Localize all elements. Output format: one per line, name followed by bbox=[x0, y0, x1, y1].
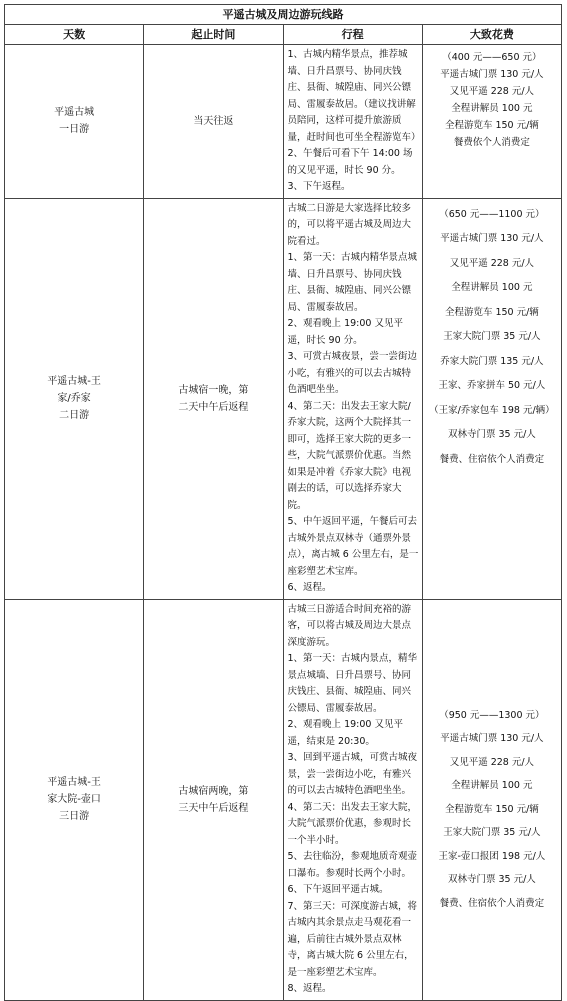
itinerary-item: 6、下午返回平遥古城。 bbox=[287, 884, 389, 895]
cost-cell bbox=[422, 198, 561, 599]
days-line: 家大院-壶口 bbox=[47, 794, 101, 805]
itinerary-item: 4、第二天：出发去王家大院，大院气派票价优惠，参观时长一个半小时。 bbox=[287, 801, 418, 846]
time-line: 三天中午后返程 bbox=[178, 802, 249, 814]
time-line: 古城宿一晚，第 bbox=[178, 384, 249, 396]
itinerary-cell bbox=[283, 198, 422, 599]
itinerary-item: 5、去往临汾，参观地质奇观壶口瀑布。参观时长两个小时。 bbox=[287, 851, 418, 879]
header-days: 天数 bbox=[5, 25, 144, 45]
days-line: 家/乔家 bbox=[57, 393, 91, 404]
cost-item: 王家大院门票 35 元/人 bbox=[443, 331, 541, 342]
days-line: 二日游 bbox=[59, 410, 90, 421]
cost-item: 全程讲解员 100 元 bbox=[451, 103, 533, 114]
days-cell bbox=[5, 45, 144, 199]
table-row bbox=[5, 45, 562, 199]
document bbox=[4, 4, 562, 1001]
cost-item: 全程讲解员 100 元 bbox=[451, 282, 533, 293]
cost-cell bbox=[422, 599, 561, 1000]
itinerary-item: 古城二日游是大家选择比较多的，可以将平遥古城及周边大院看过。 bbox=[287, 202, 412, 247]
header-itinerary: 行程 bbox=[283, 25, 422, 45]
time-cell bbox=[144, 45, 283, 199]
table-row bbox=[5, 198, 562, 599]
cost-item: 餐费依个人消费定 bbox=[453, 137, 530, 148]
itinerary-item: 1、第一天：古城内精华景点城墙、日升昌票号、协同庆钱庄、县衙、城隍庙、同兴公镖局、雷履泰故居。 bbox=[287, 252, 418, 313]
cost-item: 平遥古城门票 130 元/人 bbox=[440, 69, 544, 80]
itinerary-item: 1、第一天：古城内景点，精华景点城墙、日升昌票号、协同庆钱庄、县衙、城隍庙、同兴公镖局、雷履泰故居。 bbox=[287, 653, 418, 714]
cost-item: 餐费、住宿依个人消费定 bbox=[439, 453, 545, 465]
cost-item: 又见平遥 228 元/人 bbox=[449, 756, 535, 768]
itinerary-item: 1、古城内精华景点，推荐城墙、日升昌票号、协同庆钱庄、县衙、城隍庙、同兴公镖局、雷履泰故居。（建议找讲解员陪同，这样可提升旅游质量，赶时间也可坐全程游览车） bbox=[287, 49, 421, 143]
days-cell bbox=[5, 599, 144, 1000]
days-cell bbox=[5, 198, 144, 599]
header-cost: 大致花费 bbox=[422, 25, 561, 45]
cost-item: 全程游览车 150 元/辆 bbox=[444, 120, 539, 131]
itinerary-item: 7、第三天：可深度游古城，将古城内其余景点走马观花看一遍，后前往古城外景点双林寺，离古城大院 6 公里左右，是一座彩塑艺术宝库。 bbox=[287, 900, 418, 978]
cost-item: （650 元——1100 元） bbox=[439, 208, 545, 220]
itinerary-item: 2、观看晚上 19:00 又见平遥，结束是 20:30。 bbox=[287, 719, 403, 747]
cost-item: 又见平遥 228 元/人 bbox=[449, 86, 535, 97]
cost-item: 平遥古城门票 130 元/人 bbox=[440, 733, 544, 745]
time-line: 二天中午后返程 bbox=[178, 401, 249, 413]
cost-item: 全程游览车 150 元/辆 bbox=[444, 306, 539, 318]
cost-item: 双林寺门票 35 元/人 bbox=[447, 429, 536, 440]
itinerary-item: 5、中午返回平遥，午餐后可去古城外景点双林寺（通票外景点），离古城 6 公里左右，是一座彩塑艺术宝库。 bbox=[287, 516, 419, 577]
table-title: 平遥古城及周边游玩线路 bbox=[5, 5, 562, 25]
cost-item: 双林寺门票 35 元/人 bbox=[447, 874, 536, 886]
route-table bbox=[4, 4, 562, 1001]
time-line: 当天往返 bbox=[193, 115, 234, 127]
days-line: 三日游 bbox=[59, 811, 90, 822]
itinerary-item: 2、观看晚上 19:00 又见平遥，时长 90 分。 bbox=[287, 318, 403, 346]
days-line: 平遥古城-王 bbox=[47, 376, 101, 387]
itinerary-item: 3、回到平遥古城，可赏古城夜景，尝一尝街边小吃，有雅兴的可以去古城特色酒吧坐坐。 bbox=[287, 752, 418, 796]
cost-item: （400 元——650 元） bbox=[442, 52, 542, 63]
header-row bbox=[5, 25, 562, 45]
itinerary-item: 3、下午返程。 bbox=[287, 181, 351, 192]
days-line: 平遥古城 bbox=[54, 107, 95, 119]
itinerary-item: 4、第二天：出发去王家大院/乔家大院，这两个大院择其一即可，选择王家大院的更多一些，大院气派票价优惠。当然如果是冲着《乔家大院》电视剧去的话，可以选择乔家大院。 bbox=[287, 400, 412, 511]
itinerary-cell bbox=[283, 45, 422, 199]
itinerary-item: 古城三日游适合时间充裕的游客，可以将古城及周边大景点深度游玩。 bbox=[287, 603, 412, 648]
itinerary-cell bbox=[283, 599, 422, 1000]
cost-item: （950 元——1300 元） bbox=[439, 709, 545, 721]
cost-item: 乔家大院门票 135 元/人 bbox=[440, 355, 544, 367]
time-line: 古城宿两晚，第 bbox=[178, 785, 249, 797]
header-time: 起止时间 bbox=[144, 25, 283, 45]
itinerary-item: 3、可赏古城夜景，尝一尝街边小吃，有雅兴的可以去古城特色酒吧坐坐。 bbox=[287, 351, 418, 395]
cost-item: 又见平遥 228 元/人 bbox=[449, 257, 535, 269]
days-line: 平遥古城-王 bbox=[47, 777, 101, 788]
days-line: 一日游 bbox=[59, 124, 90, 136]
cost-item: 平遥古城门票 130 元/人 bbox=[440, 233, 544, 244]
cost-item: 王家大院门票 35 元/人 bbox=[443, 827, 541, 839]
cost-item: （王家/乔家包车 198 元/辆） bbox=[429, 404, 555, 416]
cost-item: 全程讲解员 100 元 bbox=[451, 780, 533, 792]
cost-cell bbox=[422, 45, 561, 199]
time-cell bbox=[144, 198, 283, 599]
cost-item: 餐费、住宿依个人消费定 bbox=[439, 897, 545, 909]
cost-item: 王家-壶口报团 198 元/人 bbox=[438, 850, 546, 862]
cost-item: 王家、乔家拼车 50 元/人 bbox=[438, 380, 546, 391]
itinerary-item: 6、返程。 bbox=[287, 582, 332, 593]
table-row bbox=[5, 599, 562, 1000]
cost-item: 全程游览车 150 元/辆 bbox=[444, 803, 539, 815]
itinerary-item: 2、午餐后可看下午 14:00 场的又见平遥，时长 90 分。 bbox=[287, 148, 413, 176]
time-cell bbox=[144, 599, 283, 1000]
itinerary-item: 8、返程。 bbox=[287, 983, 332, 994]
